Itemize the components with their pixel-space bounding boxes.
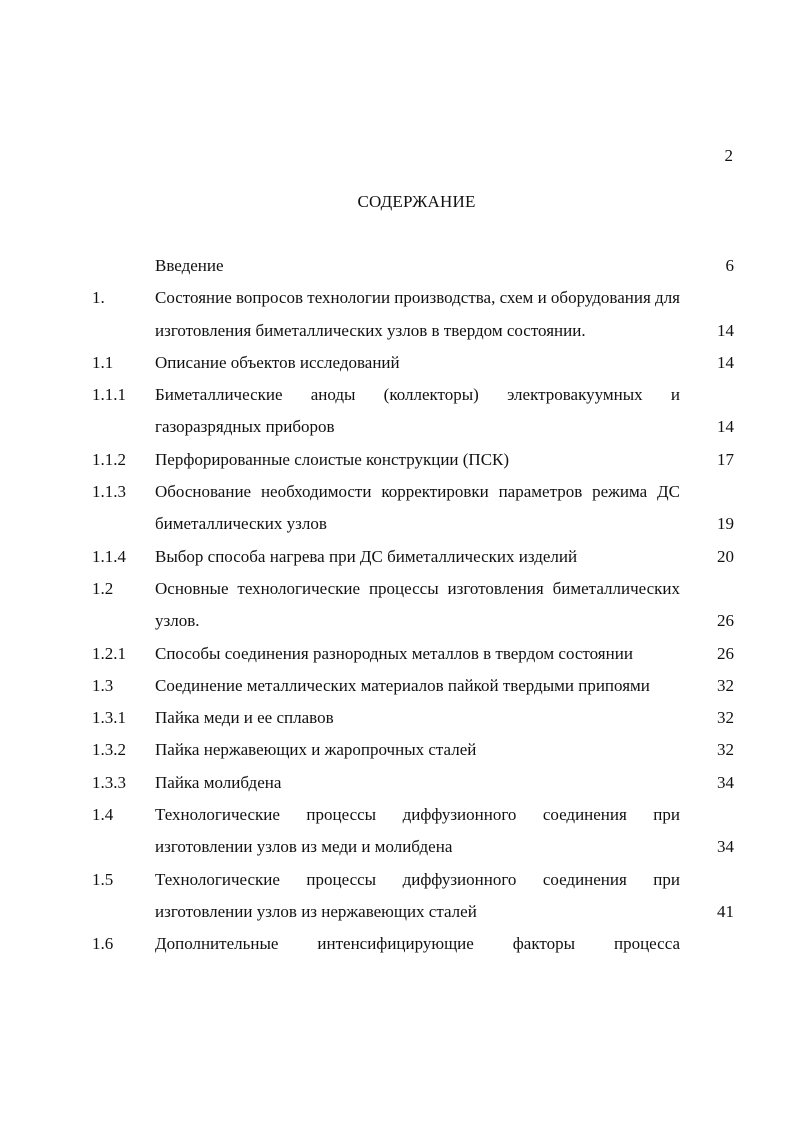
entry-number: 1.3.1 xyxy=(92,708,126,728)
toc-entry-1-4 xyxy=(92,799,734,864)
entry-number: 1.6 xyxy=(92,934,114,954)
toc-title: СОДЕРЖАНИЕ xyxy=(357,192,476,211)
entry-title: Основные технологические процессы изготовления биметаллических узлов. xyxy=(155,578,680,631)
entry-page-number: 26 xyxy=(717,611,734,631)
toc-entry-1 xyxy=(92,282,734,347)
entry-title: Дополнительные интенсифицирующие факторы процесса xyxy=(155,934,680,954)
toc-entry-1-1-3 xyxy=(92,476,734,541)
entry-title: Способы соединения разнородных металлов в твердом состоянии xyxy=(155,643,633,663)
entry-number: 1.1.1 xyxy=(92,385,126,405)
entry-page-number: 32 xyxy=(717,708,734,728)
entry-number: 1.3 xyxy=(92,675,114,695)
table-of-contents xyxy=(92,250,734,961)
toc-entry-1-5 xyxy=(92,864,734,929)
entry-title: Пайка нержавеющих и жаропрочных сталей xyxy=(155,740,477,760)
entry-title: Введение xyxy=(155,256,224,275)
entry-number: 1.3.3 xyxy=(92,772,126,792)
toc-entry-1-2 xyxy=(92,573,734,638)
entry-title: Соединение металлических материалов пайкой твердыми припоями xyxy=(155,675,650,695)
entry-page-number: 14 xyxy=(717,352,734,372)
entry-title: Обоснование необходимости корректировки параметров режима ДС биметаллических узлов xyxy=(155,482,680,534)
toc-entry-1-1-2 xyxy=(92,444,734,476)
entry-page-number: 14 xyxy=(717,417,734,437)
entry-number: 1.2 xyxy=(92,578,114,598)
toc-entry-1-3-1 xyxy=(92,702,734,734)
toc-entry-1-6 xyxy=(92,928,734,960)
toc-entry-1-1 xyxy=(92,347,734,379)
toc-entry-1-3 xyxy=(92,670,734,702)
entry-number: 1.2.1 xyxy=(92,643,126,663)
entry-page-number: 32 xyxy=(717,740,734,760)
entry-title: Перфорированные слоистые конструкции (ПСК) xyxy=(155,449,510,469)
entry-number: 1.5 xyxy=(92,869,114,889)
entry-number: 1. xyxy=(92,288,105,308)
entry-title: Технологические процессы диффузионного соединения при изготовлении узлов из меди и молибдена xyxy=(155,805,680,857)
entry-title: Технологические процессы диффузионного соединения при изготовлении узлов из нержавеющих сталей xyxy=(155,869,680,921)
entry-page-number: 34 xyxy=(717,837,734,857)
entry-title: Пайка молибдена xyxy=(155,772,282,792)
toc-entry-1-3-3 xyxy=(92,767,734,799)
page-number: 2 xyxy=(724,146,733,165)
toc-entry-1-1-1 xyxy=(92,379,734,444)
entry-title: Состояние вопросов технологии производства, схем и оборудования для изготовления биметаллических узлов в твердом состоянии. xyxy=(155,288,680,340)
toc-entry-1-2-1 xyxy=(92,638,734,670)
toc-entry-intro xyxy=(92,250,734,282)
entry-title: Описание объектов исследований xyxy=(155,352,400,372)
entry-number: 1.4 xyxy=(92,805,114,825)
entry-page-number: 32 xyxy=(717,675,734,695)
entry-page-number: 14 xyxy=(717,320,734,340)
entry-title: Пайка меди и ее сплавов xyxy=(155,708,334,728)
entry-page-number: 17 xyxy=(717,449,734,469)
entry-page-number: 19 xyxy=(717,514,734,534)
entry-page-number: 34 xyxy=(717,772,734,792)
entry-page-number: 20 xyxy=(717,546,734,566)
entry-title: Выбор способа нагрева при ДС биметаллических изделий xyxy=(155,546,578,566)
entry-number: 1.3.2 xyxy=(92,740,126,760)
entry-title: Биметаллические аноды (коллекторы) электровакуумных и газоразрядных приборов xyxy=(155,385,680,437)
entry-number: 1.1.3 xyxy=(92,482,126,502)
entry-number: 1.1.4 xyxy=(92,546,126,566)
entry-page-number: 6 xyxy=(725,256,734,275)
entry-page-number: 41 xyxy=(717,901,734,921)
entry-page-number: 26 xyxy=(717,643,734,663)
toc-entry-1-3-2 xyxy=(92,734,734,766)
toc-entry-1-1-4 xyxy=(92,541,734,573)
entry-number: 1.1.2 xyxy=(92,449,126,469)
entry-number: 1.1 xyxy=(92,352,114,372)
